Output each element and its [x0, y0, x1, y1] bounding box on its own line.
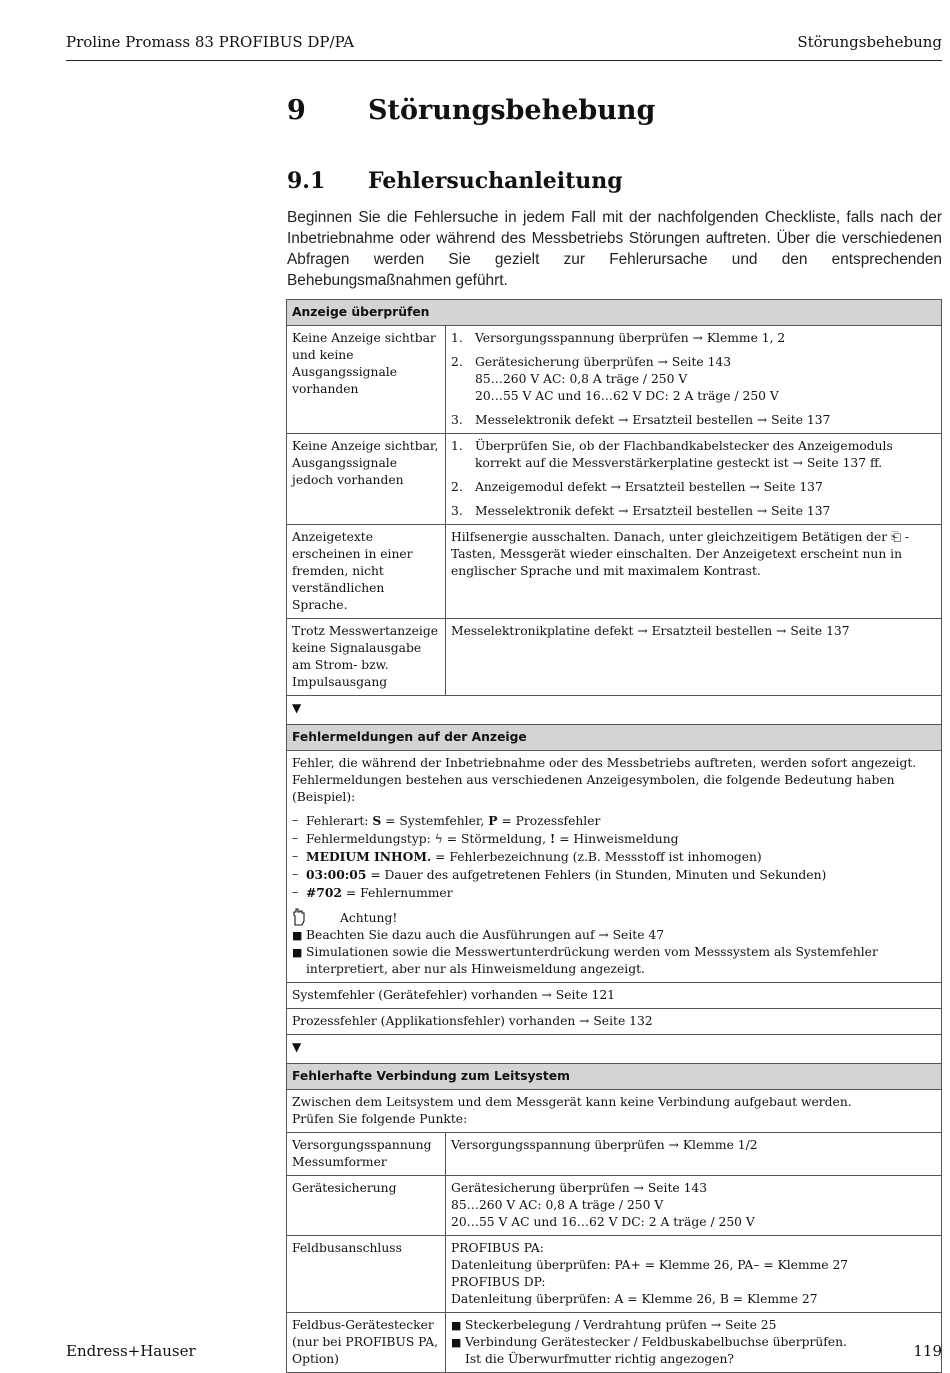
table-row: [287, 326, 942, 434]
condition-cell: Feldbusanschluss: [287, 1236, 446, 1313]
table-row: [287, 1176, 942, 1236]
table-row: [287, 525, 942, 619]
action-cell: 1. Versorgungsspannung überprüfen → Klemme 1, 2 2. Gerätesicherung überprüfen → Seite 143 85…260 V AC: 0,8 A träge / 250 V 20…55 V AC und 16…62 V DC: 2 A träge / 250 V 3. Messelektronik defekt → Ersatzteil bestellen → Seite 137: [446, 326, 942, 434]
header-rule: [66, 60, 942, 61]
system-error-cell: Systemfehler (Gerätefehler) vorhanden → Seite 121: [287, 983, 942, 1009]
condition-cell: Keine Anzeige sichtbar und keine Ausgangssignale vorhanden: [287, 326, 446, 434]
warning-note: [292, 910, 936, 927]
condition-cell: Versorgungsspannung Messumformer: [287, 1133, 446, 1176]
process-error-cell: Prozessfehler (Applikationsfehler) vorhanden → Seite 132: [287, 1009, 942, 1035]
symbol-list: – Fehlerart: S = Systemfehler, P = Prozessfehler – Fehlermeldungstyp: ϟ = Störmeldung, ! = Hinweismeldung – MEDIUM INHOM. = Fehlerbezeichnung (z.B. Messstoff ist inhomogen) – 03:00:05 = Dauer des aufgetretenen Fehlers (in Stunden, Minuten und Sekunden) – #702 = Fehlernummer: [292, 813, 827, 900]
action-cell: Versorgungsspannung überprüfen → Klemme 1/2: [446, 1133, 942, 1176]
chapter-title: Störungsbehebung: [368, 95, 656, 126]
error-intro-text: Fehler, die während der Inbetriebnahme oder des Messbetriebs auftreten, werden sofort angezeigt. Fehlermeldungen bestehen aus verschiedenen Anzeigesymbolen, die folgende Bedeutung haben (Beispiel):: [292, 756, 917, 804]
section-heading: [287, 168, 623, 194]
table-row: [287, 751, 942, 983]
block-heading-connection: Fehlerhafte Verbindung zum Leitsystem: [287, 1064, 942, 1090]
fault-icon: ϟ: [434, 832, 443, 846]
table-row: [287, 1009, 942, 1035]
condition-cell: Gerätesicherung: [287, 1176, 446, 1236]
condition-cell: Keine Anzeige sichtbar, Ausgangssignale jedoch vorhanden: [287, 434, 446, 525]
down-arrow-icon: ▼: [287, 1035, 942, 1064]
action-cell: Hilfsenergie ausschalten. Danach, unter gleichzeitigem Betätigen der ⎗ -Tasten, Messgerät wieder einschalten. Der Anzeigetext erscheint nun in englischer Sprache und mit maximalem Kontrast.: [446, 525, 942, 619]
action-cell: 1. Überprüfen Sie, ob der Flachbandkabelstecker des Anzeigemoduls korrekt auf die Messverstärkerplatine gesteckt ist → Seite 137 ff. 2. Anzeigemodul defekt → Ersatzteil bestellen → Seite 137 3. Messelektronik defekt → Ersatzteil bestellen → Seite 137: [446, 434, 942, 525]
table-row: [287, 434, 942, 525]
action-cell: ■ Steckerbelegung / Verdrahtung prüfen → Seite 25 ■ Verbindung Gerätestecker / Feldbuskabelbuchse überprüfen. Ist die Überwurfmutter richtig angezogen?: [446, 1313, 942, 1373]
step-text: Versorgungsspannung überprüfen → Klemme 1, 2: [475, 331, 786, 345]
table-row: [287, 1133, 942, 1176]
down-arrow-icon: ▼: [287, 696, 942, 725]
table-row: [287, 619, 942, 696]
checklist-table: [286, 299, 942, 1373]
condition-cell: Trotz Messwertanzeige keine Signalausgabe am Strom- bzw. Impulsausgang: [287, 619, 446, 696]
action-cell: Gerätesicherung überprüfen → Seite 143 85…260 V AC: 0,8 A träge / 250 V 20…55 V AC und 16…62 V DC: 2 A träge / 250 V: [446, 1176, 942, 1236]
table-row: [287, 1313, 942, 1373]
table-row: [287, 983, 942, 1009]
page-number: 119: [913, 1342, 942, 1360]
footer-company: Endress+Hauser: [66, 1342, 196, 1360]
table-row: [287, 1090, 942, 1133]
warning-label: Achtung!: [340, 911, 398, 925]
condition-cell: Feldbus-Gerätestecker (nur bei PROFIBUS PA, Option): [287, 1313, 446, 1373]
error-info-cell: [287, 751, 942, 983]
header-section: Störungsbehebung: [797, 33, 942, 51]
section-title: Fehlersuchanleitung: [368, 168, 623, 194]
chapter-heading: [287, 95, 655, 126]
block-heading-display: Anzeige überprüfen: [287, 300, 942, 326]
section-number: 9.1: [287, 168, 326, 194]
condition-cell: Anzeigetexte erscheinen in einer fremden, nicht verständlichen Sprache.: [287, 525, 446, 619]
connection-intro-cell: Zwischen dem Leitsystem und dem Messgerät kann keine Verbindung aufgebaut werden. Prüfen Sie folgende Punkte:: [287, 1090, 942, 1133]
chapter-number: 9: [287, 95, 306, 126]
action-cell: Messelektronikplatine defekt → Ersatzteil bestellen → Seite 137: [446, 619, 942, 696]
table-row: [287, 1236, 942, 1313]
header-title: Proline Promass 83 PROFIBUS DP/PA: [66, 33, 355, 51]
action-cell: PROFIBUS PA: Datenleitung überprüfen: PA+ = Klemme 26, PA– = Klemme 27 PROFIBUS DP: Datenleitung überprüfen: A = Klemme 26, B = Klemme 27: [446, 1236, 942, 1313]
block-heading-errors: Fehlermeldungen auf der Anzeige: [287, 725, 942, 751]
intro-paragraph: Beginnen Sie die Fehlersuche in jedem Fall mit der nachfolgenden Checkliste, falls nach der Inbetriebnahme oder während des Messbetriebs Störungen auftreten. Über die verschiedenen Abfragen werden Sie gezielt zur Fehlerursache und den entsprechenden Behebungsmaßnahmen geführt.: [287, 209, 942, 289]
warning-list: ■ Beachten Sie dazu auch die Ausführungen auf → Seite 47 ■ Simulationen sowie die Messwertunterdrückung werden vom Messsystem als Systemfehler interpretiert, aber nur als Hinweismeldung angezeigt.: [292, 928, 878, 976]
